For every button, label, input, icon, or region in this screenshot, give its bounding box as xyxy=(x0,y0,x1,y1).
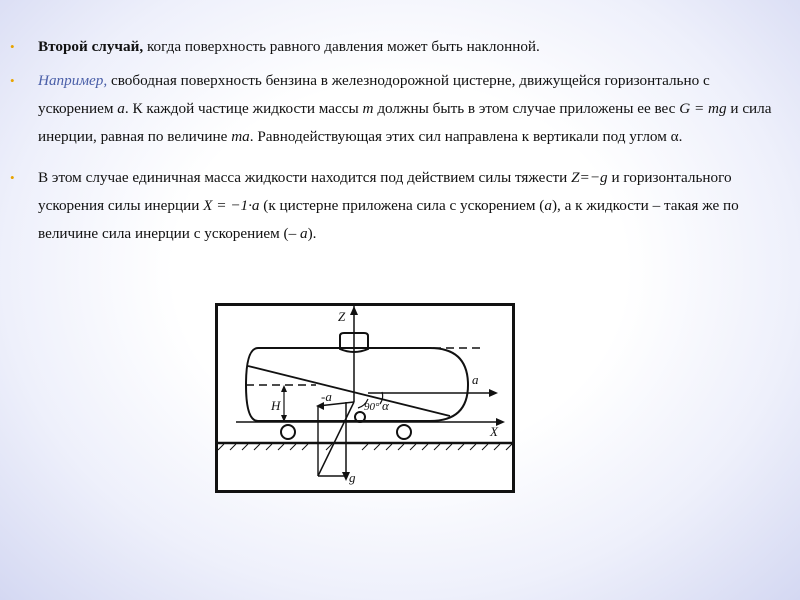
bullet-item-second-case xyxy=(10,33,785,61)
label-h: H xyxy=(271,398,281,413)
bullet-text: свободная поверхность бензина в железнодорожной цистерне, движущейся горизонтально с ускорением xyxy=(38,72,710,117)
bullet-item-unit-mass xyxy=(10,164,785,248)
var-acceleration: а xyxy=(544,197,552,214)
tank-diagram-svg xyxy=(218,306,512,490)
bullet-text: ). xyxy=(307,225,317,242)
label-z: Z xyxy=(338,309,346,324)
bullet-text: В этом случае единичная масса жидкости находится под действием силы тяжести xyxy=(38,169,572,186)
label-minus-a: -a xyxy=(321,389,332,404)
bullet-text: . Равнодействующая этих сил направлена к вертикали под углом α. xyxy=(249,128,683,145)
bullet-marker: • xyxy=(10,39,15,54)
label-x: X xyxy=(490,424,498,439)
bullet-text: ), а к жидкости – такая же по величине сила инерции с ускорением ( xyxy=(38,197,739,242)
var-mass: m xyxy=(362,100,374,117)
bullet-text: когда поверхность равного давления может быть наклонной. xyxy=(143,38,540,55)
bullet-marker: • xyxy=(10,73,15,88)
bullet-text: и сила инерции, равная по величине xyxy=(38,100,772,145)
z-arrowhead xyxy=(350,306,358,315)
ground-hatching xyxy=(218,444,512,450)
formula-inertia-x: X = −1·a xyxy=(203,197,260,214)
bullet-text: и горизонтального ускорения силы инерции xyxy=(38,169,732,214)
resultant-vector xyxy=(318,402,354,476)
label-g: g xyxy=(349,470,356,485)
label-angle-90: 90° xyxy=(364,401,380,413)
var-neg-acceleration: – а xyxy=(288,225,308,242)
wheel-right xyxy=(397,425,411,439)
bullet-item-example xyxy=(10,67,785,151)
h-arrowhead-top xyxy=(281,385,287,392)
formula-gravity: Z=−g xyxy=(571,169,608,186)
wheel-left xyxy=(281,425,295,439)
bullet-lead: Второй случай, xyxy=(38,38,144,55)
bullet-text: (к цистерне приложена сила с ускорением ( xyxy=(259,197,545,214)
formula-weight: G = mg xyxy=(679,100,727,117)
formula-inertia: ma xyxy=(231,128,250,145)
var-acceleration: а xyxy=(117,100,125,117)
a-arrowhead xyxy=(489,389,498,397)
bullet-marker: • xyxy=(10,170,15,185)
bullet-text: должны быть в этом случае приложены ее вес xyxy=(373,100,680,117)
label-alpha: α xyxy=(382,398,389,413)
label-a: a xyxy=(472,372,479,387)
tank-diagram xyxy=(215,303,515,493)
bullet-lead: Например, xyxy=(38,72,108,89)
bullet-text: . К каждой частице жидкости массы xyxy=(124,100,363,117)
slide-content xyxy=(10,33,785,261)
